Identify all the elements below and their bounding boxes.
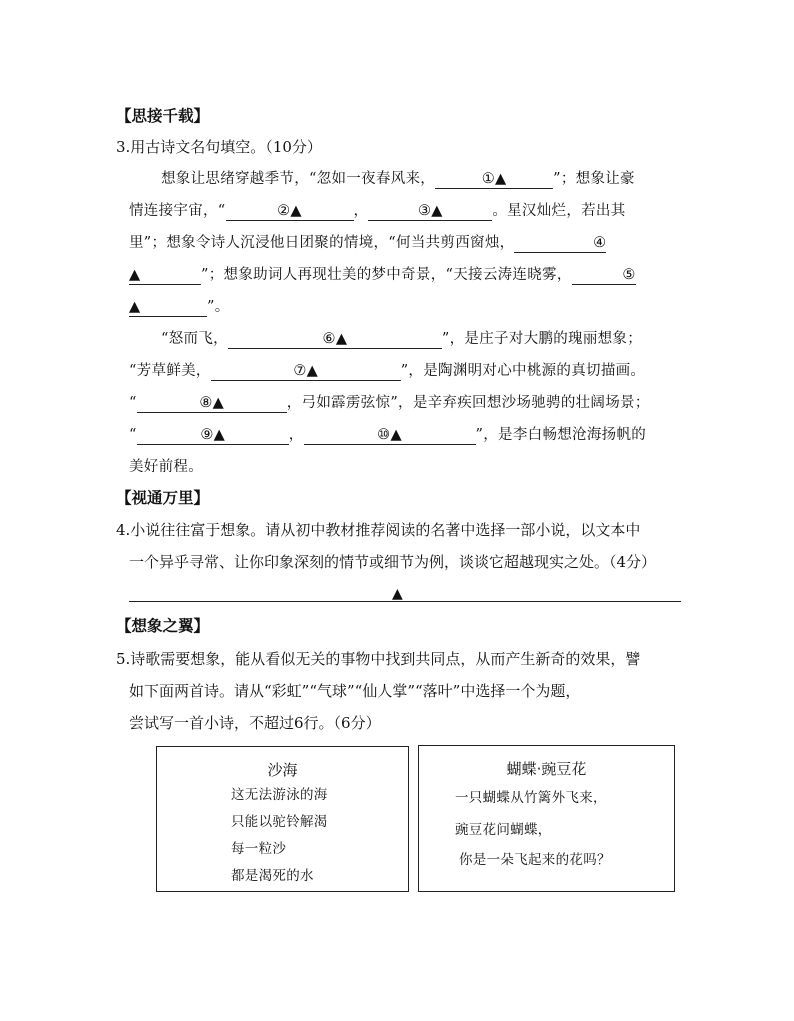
answer-blank-8[interactable]: ⑧▲	[137, 394, 287, 413]
q3-text: 里”；想象令诗人沉浸他日团聚的情境，“何当共剪西窗烛，	[129, 235, 515, 251]
question-5-line-3: 尝试写一首小诗，不超过6行。（6分）	[129, 714, 381, 732]
q3-p2-line-3	[129, 393, 650, 413]
answer-blank-5a[interactable]: ⑤	[572, 266, 636, 285]
question-4-line-2: 一个异乎寻常、让你印象深刻的情节或细节为例，谈谈它超越现实之处。（4分）	[129, 553, 657, 571]
poem-line: 每一粒沙	[231, 841, 287, 857]
q3-text: 情连接宇宙，“	[129, 203, 226, 219]
poem-line: 这无法游泳的海	[231, 787, 328, 803]
poem-line: 你是一朵飞起来的花吗？	[459, 852, 611, 868]
poem-line: 只能以驼铃解渴	[231, 814, 328, 830]
q3-text: “芳草鲜美，	[129, 363, 211, 379]
section-heading-3: 【想象之翼】	[116, 616, 210, 635]
answer-blank-4b[interactable]: ▲	[129, 266, 201, 285]
question-3-title: 3.用古诗文名句填空。（10分）	[116, 138, 322, 156]
q3-text: ”。	[207, 299, 230, 315]
poem-line: 豌豆花问蝴蝶，	[455, 822, 552, 838]
poem-title: 蝴蝶·豌豆花	[506, 760, 587, 778]
q3-text: 想象让思绪穿越季节，“忽如一夜春风来，	[161, 171, 436, 187]
question-5-line-2: 如下面两首诗。请从“彩虹”“气球”“仙人掌”“落叶”中选择一个为题，	[129, 682, 581, 700]
q3-text: ”，是李白畅想沧海扬帆的	[475, 427, 647, 443]
answer-blank-2[interactable]: ②▲	[226, 202, 354, 221]
poem-title: 沙海	[267, 761, 298, 779]
section-heading-2: 【视通万里】	[116, 488, 210, 507]
q3-p1-line-5	[129, 297, 230, 317]
q3-p2-line-2	[129, 361, 645, 381]
q3-p1-line-1	[161, 169, 635, 189]
answer-line[interactable]	[129, 601, 681, 602]
q3-p1-line-4	[129, 265, 636, 285]
q3-text: “怒而飞，	[161, 331, 228, 347]
q3-p1-line-3	[129, 233, 606, 253]
q3-text: ，	[353, 203, 369, 219]
q3-text: 。星汉灿烂，若出其	[492, 203, 626, 219]
q3-p2-line-5: 美好前程。	[129, 459, 203, 475]
q3-p2-line-4	[129, 425, 646, 445]
poem-box-sand-sea	[156, 746, 409, 892]
poem-line: 都是渴死的水	[231, 868, 314, 884]
q3-text: “	[129, 427, 137, 443]
question-4-line-1: 4.小说往往富于想象。请从初中教材推荐阅读的名著中选择一部小说，以文本中	[116, 521, 641, 539]
answer-blank-10[interactable]: ⑩▲	[304, 426, 476, 445]
poem-box-butterfly	[418, 745, 675, 892]
section-heading-1: 【思接千载】	[116, 106, 210, 125]
q3-text: ”；想象助词人再现壮美的梦中奇景，“天接云涛连晓雾，	[201, 267, 572, 283]
answer-blank-5b[interactable]: ▲	[129, 298, 207, 317]
answer-blank-1[interactable]: ①▲	[435, 170, 553, 189]
q3-text: ”，是陶渊明对心中桃源的真切描画。	[400, 363, 646, 379]
q3-text: ，	[288, 427, 304, 443]
answer-triangle-mark: ▲	[392, 586, 403, 602]
poem-line: 一只蝴蝶从竹篱外飞来，	[455, 790, 607, 806]
q3-text: “	[129, 395, 137, 411]
question-5-line-1: 5.诗歌需要想象，能从看似无关的事物中找到共同点，从而产生新奇的效果，譬	[116, 650, 641, 668]
q3-text: ，弓如霹雳弦惊”，是辛弃疾回想沙场驰骋的壮阔场景；	[286, 395, 650, 411]
answer-blank-6[interactable]: ⑥▲	[228, 330, 442, 349]
q3-text: ”，是庄子对大鹏的瑰丽想象；	[441, 331, 643, 347]
q3-p1-line-2	[129, 201, 626, 221]
answer-blank-7[interactable]: ⑦▲	[211, 362, 401, 381]
q3-text: ”；想象让豪	[553, 171, 635, 187]
answer-blank-9[interactable]: ⑨▲	[137, 426, 289, 445]
q3-p2-line-1	[161, 329, 642, 349]
answer-blank-4a[interactable]: ④	[514, 234, 606, 253]
answer-blank-3[interactable]: ③▲	[368, 202, 492, 221]
